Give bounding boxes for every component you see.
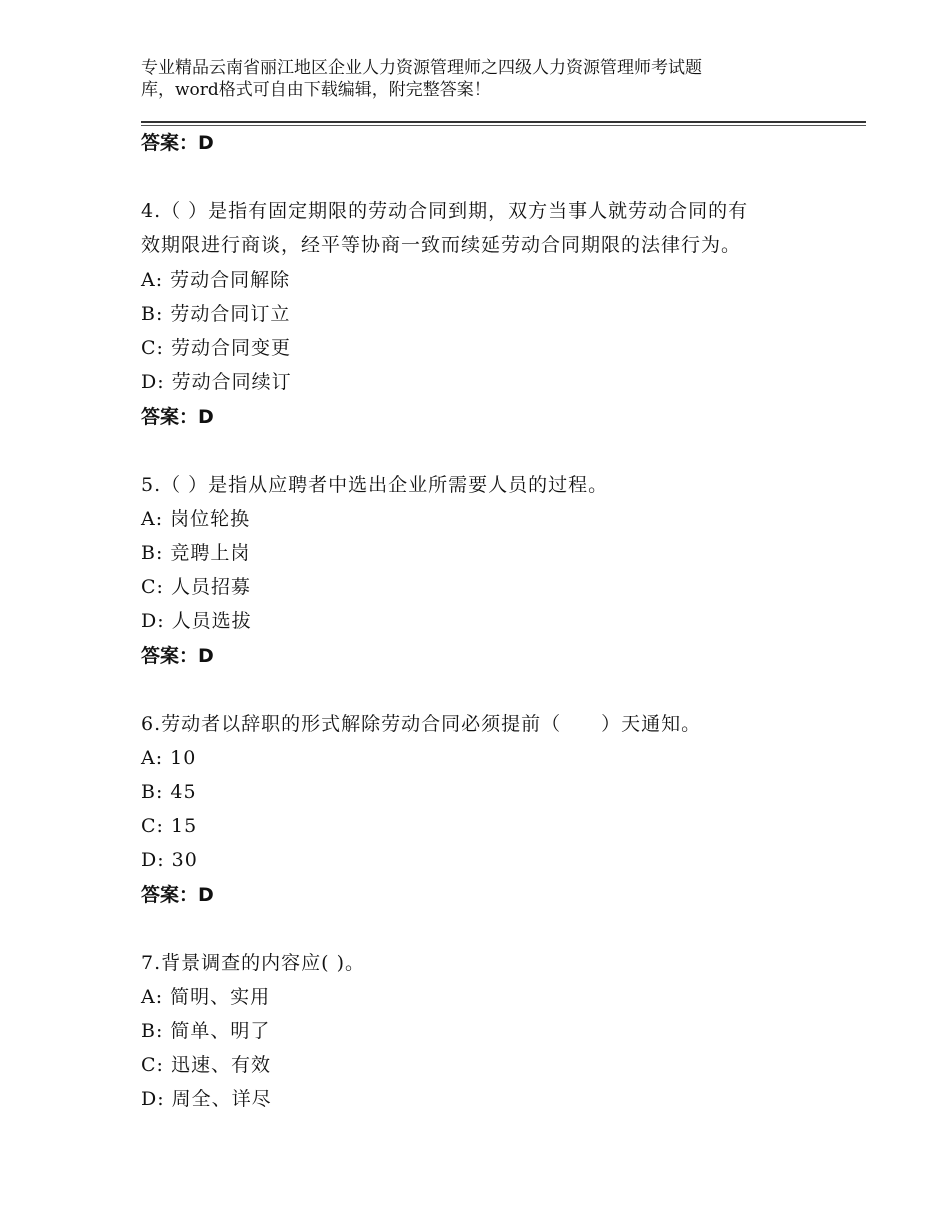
question-4-answer: 答案：D bbox=[141, 406, 214, 428]
question-4-option-d: D: 劳动合同续订 bbox=[141, 371, 292, 393]
question-4-option-c: C: 劳动合同变更 bbox=[141, 337, 291, 359]
header-rule-thin bbox=[141, 125, 866, 126]
question-7-text: 7.背景调查的内容应( )。 bbox=[141, 952, 365, 974]
header-line-1: 专业精品云南省丽江地区企业人力资源管理师之四级人力资源管理师考试题 bbox=[141, 58, 702, 78]
question-5-option-b: B: 竞聘上岗 bbox=[141, 542, 251, 564]
question-5-option-c: C: 人员招募 bbox=[141, 576, 251, 598]
question-4-option-a: A: 劳动合同解除 bbox=[141, 269, 291, 291]
question-6-text: 6.劳动者以辞职的形式解除劳动合同必须提前（ ）天通知。 bbox=[141, 713, 702, 735]
question-5-text: 5.（ ）是指从应聘者中选出企业所需要人员的过程。 bbox=[141, 474, 609, 496]
document-header bbox=[141, 57, 841, 101]
question-5-answer: 答案：D bbox=[141, 645, 214, 667]
question-6-option-d: D: 30 bbox=[141, 849, 198, 871]
question-4-option-b: B: 劳动合同订立 bbox=[141, 303, 291, 325]
question-6-option-c: C: 15 bbox=[141, 815, 198, 837]
question-7-option-d: D: 周全、详尽 bbox=[141, 1088, 272, 1110]
question-5-option-d: D: 人员选拔 bbox=[141, 610, 252, 632]
answer-prev: 答案：D bbox=[141, 132, 214, 154]
question-7-option-c: C: 迅速、有效 bbox=[141, 1054, 271, 1076]
header-line-2: 库，word格式可自由下载编辑，附完整答案！ bbox=[141, 80, 491, 100]
question-7-option-a: A: 简明、实用 bbox=[141, 986, 271, 1008]
question-6-option-b: B: 45 bbox=[141, 781, 197, 803]
question-5-option-a: A: 岗位轮换 bbox=[141, 508, 251, 530]
question-4-text: 4.（ ）是指有固定期限的劳动合同到期，双方当事人就劳动合同的有 效期限进行商谈，经平等协商一致而续延劳动合同期限的法律行为。 bbox=[141, 200, 749, 256]
question-6-option-a: A: 10 bbox=[141, 747, 197, 769]
question-7-option-b: B: 简单、明了 bbox=[141, 1020, 271, 1042]
question-6-answer: 答案：D bbox=[141, 884, 214, 906]
header-rule-thick bbox=[141, 121, 866, 123]
